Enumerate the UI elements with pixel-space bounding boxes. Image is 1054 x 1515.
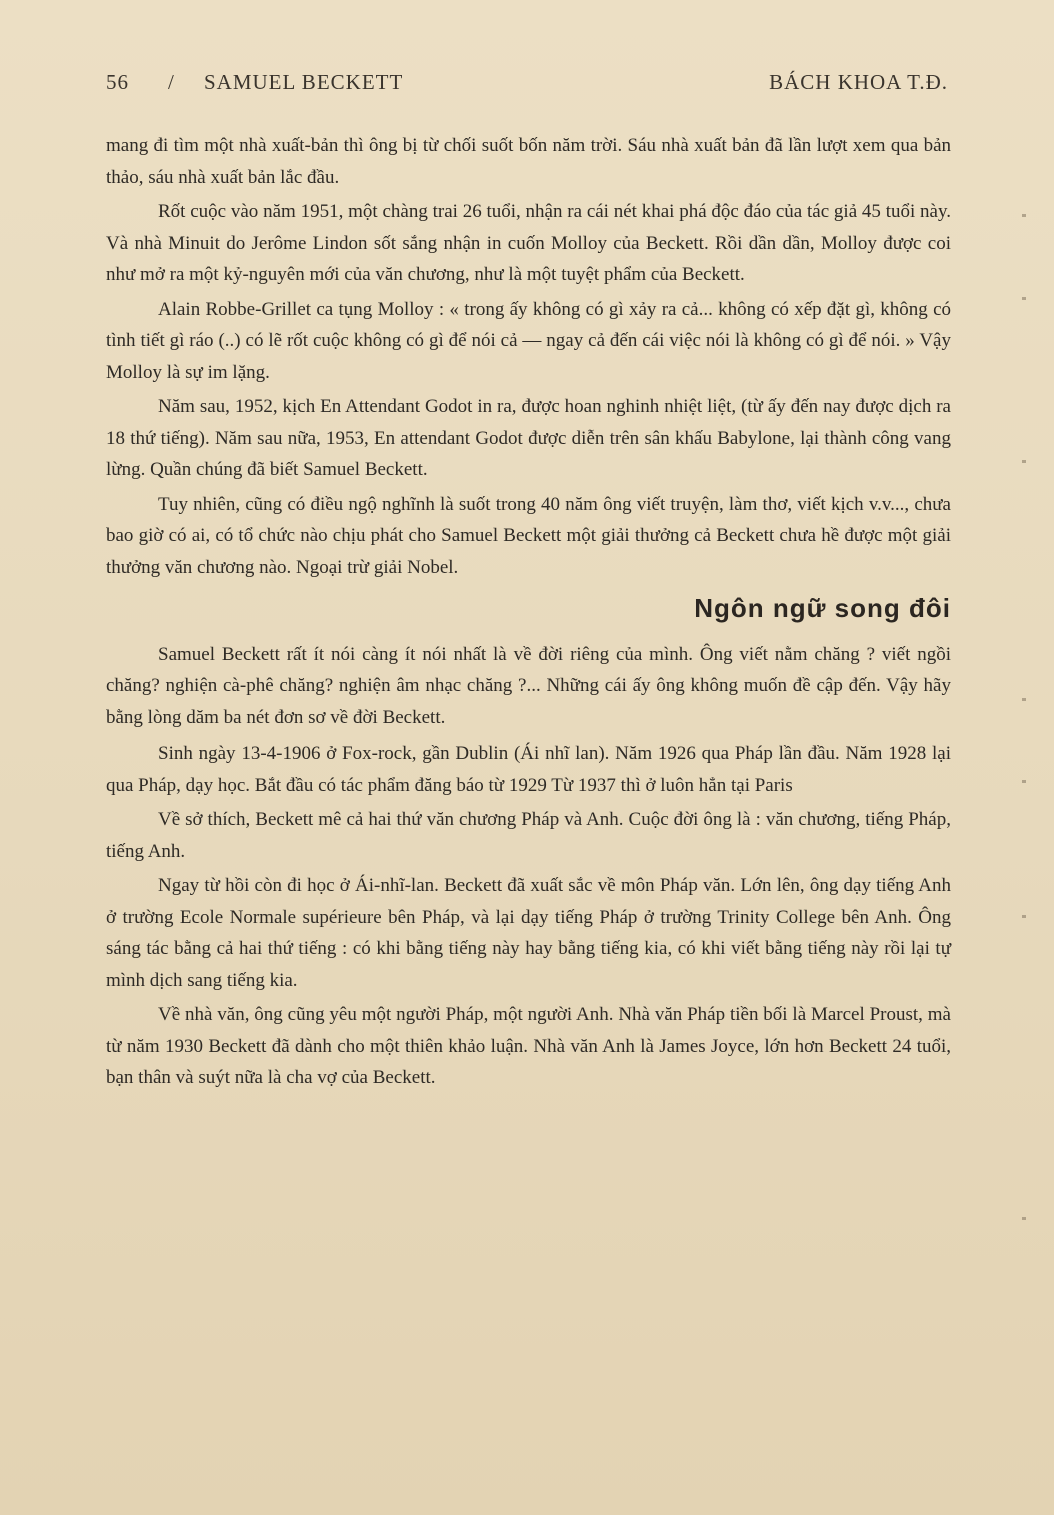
margin-mark: [1022, 214, 1026, 217]
header-separator: /: [168, 70, 175, 94]
paragraph-1: mang đi tìm một nhà xuất-bản thì ông bị từ chối suốt bốn năm trời. Sáu nhà xuất bản đã lần lượt xem qua bản thảo, sáu nhà xuất bản lắc đầu.: [106, 135, 951, 188]
section-heading: Ngôn ngữ song đôi: [694, 593, 951, 623]
margin-mark: [1022, 460, 1026, 463]
margin-mark: [1022, 698, 1026, 701]
page-number: 56: [106, 70, 129, 94]
paragraph-8: Về sở thích, Beckett mê cả hai thứ văn chương Pháp và Anh. Cuộc đời ông là : văn chương, tiếng Pháp, tiếng Anh.: [106, 809, 951, 862]
paragraph-7: Sinh ngày 13-4-1906 ở Fox-rock, gần Dublin (Ái nhĩ lan). Năm 1926 qua Pháp lần đầu. Năm 1928 lại qua Pháp, dạy học. Bắt đầu có tác phẩm đăng báo từ 1929 Từ 1937 thì ở luôn hẳn tại Paris: [106, 743, 951, 796]
paragraph-3: Alain Robbe-Grillet ca tụng Molloy : « trong ấy không có gì xảy ra cả... không có xếp đặt gì, không có tình tiết gì ráo (..) có lẽ rốt cuộc không có gì để nói cả — ngay cả đến cái việc nói là không có gì để nói. » Vậy Molloy là sự im lặng.: [106, 298, 951, 383]
article-body: [106, 130, 951, 1097]
margin-mark: [1022, 297, 1026, 300]
paragraph-10: Về nhà văn, ông cũng yêu một người Pháp, một người Anh. Nhà văn Pháp tiền bối là Marcel Proust, mà từ năm 1930 Beckett đã dành cho một thiên khảo luận. Nhà văn Anh là James Joyce, lớn hơn Beckett 24 tuổi, bạn thân và suýt nữa là cha vợ của Beckett.: [106, 1004, 951, 1088]
header-journal: BÁCH KHOA T.Đ.: [769, 70, 948, 94]
paragraph-2: Rốt cuộc vào năm 1951, một chàng trai 26 tuổi, nhận ra cái nét khai phá độc đáo của tác giả 45 tuổi này. Và nhà Minuit do Jerôme Lindon sốt sắng nhận in cuốn Molloy của Beckett. Rồi dần dần, Molloy được coi như mở ra một kỷ-nguyên mới của văn chương, như là một tuyệt phẩm của Beckett.: [106, 201, 951, 285]
margin-mark: [1022, 780, 1026, 783]
running-header: [106, 70, 948, 100]
margin-mark: [1022, 1217, 1026, 1220]
paragraph-4: Năm sau, 1952, kịch En Attendant Godot in ra, được hoan nghinh nhiệt liệt, (từ ấy đến nay được dịch ra 18 thứ tiếng). Năm sau nữa, 1953, En attendant Godot được diễn trên sân khấu Babylone, lại thành công vang lừng. Quần chúng đã biết Samuel Beckett.: [106, 396, 951, 480]
paragraph-5: Tuy nhiên, cũng có điều ngộ nghĩnh là suốt trong 40 năm ông viết truyện, làm thơ, viết kịch v.v..., chưa bao giờ có ai, có tổ chức nào chịu phát cho Samuel Beckett một giải thưởng cả Beckett chưa hề được một giải thưởng văn chương nào. Ngoại trừ giải Nobel.: [106, 493, 951, 578]
paragraph-9: Ngay từ hồi còn đi học ở Ái-nhĩ-lan. Beckett đã xuất sắc về môn Pháp văn. Lớn lên, ông dạy tiếng Anh ở trường Ecole Normale supérieure bên Pháp, và lại dạy tiếng Pháp ở trường Trinity College bên Anh. Ông sáng tác bằng cả hai thứ tiếng : có khi bằng tiếng này hay bằng tiếng kia, có khi viết bằng tiếng này rồi lại tự mình dịch sang tiếng kia.: [106, 875, 951, 991]
paragraph-6: Samuel Beckett rất ít nói càng ít nói nhất là về đời riêng của mình. Ông viết nằm chăng ? viết ngồi chăng? nghiện cà-phê chăng? nghiện âm nhạc chăng ?... Những cái ấy ông không muốn đề cập đến. Vậy hãy bằng lòng dăm ba nét đơn sơ về đời Beckett.: [106, 643, 951, 728]
header-author: SAMUEL BECKETT: [204, 70, 404, 94]
margin-mark: [1022, 915, 1026, 918]
